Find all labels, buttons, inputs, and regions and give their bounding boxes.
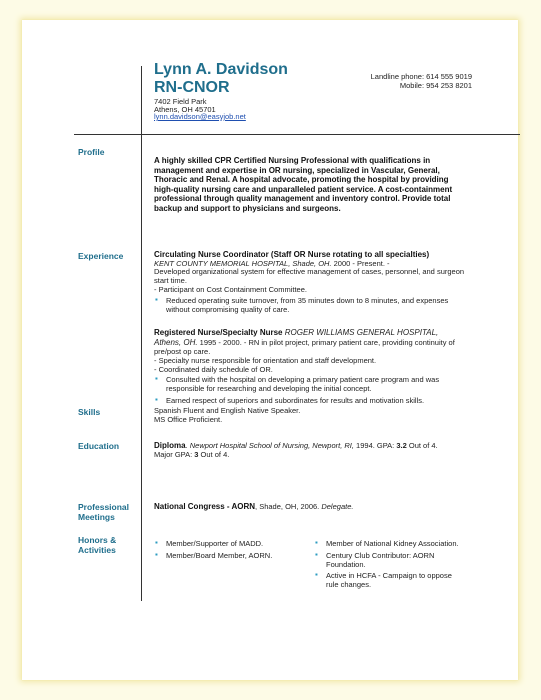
job-details: - Coordinated daily schedule of OR.	[154, 364, 273, 374]
meeting-role: Delegate.	[319, 502, 354, 511]
address-line-1: 7402 Field Park	[154, 97, 207, 106]
education-entry	[154, 441, 454, 460]
job-title: Circulating Nurse Coordinator (Staff OR Nurse rotating to all specialties)	[154, 250, 430, 259]
meeting-entry	[154, 502, 466, 512]
label-line: Honors &	[78, 535, 117, 545]
skills-list	[154, 407, 466, 425]
vertical-divider	[141, 66, 142, 601]
major-gpa-value: 3	[194, 449, 199, 459]
experience-entry-1	[154, 250, 466, 317]
school: . Newport Hospital School of Nursing, Newport, RI,	[185, 441, 354, 450]
gpa-text: Out of 4.	[198, 449, 230, 459]
label-line: Professional	[78, 502, 130, 512]
job-details: - Specialty nurse responsible for orientation and staff development.	[154, 355, 377, 365]
email-link[interactable]: lynn.davidson@easyjob.net	[154, 112, 246, 121]
candidate-credential: RN-CNOR	[154, 79, 230, 96]
gpa-text: Out of 4. Major GPA:	[154, 441, 438, 459]
honor-item: ▪ Member/Board Member, AORN.	[154, 552, 304, 561]
mobile-phone: Mobile: 954 253 8201	[399, 81, 472, 90]
job-details: - Participant on Cost Containment Committee.	[154, 284, 307, 294]
section-label-honors	[78, 535, 116, 555]
gpa-value: 3.2	[396, 441, 407, 450]
job-dates: 2000 - Present. -	[331, 258, 390, 268]
section-label-skills: Skills	[78, 407, 101, 417]
meeting-place: , Shade, OH, 2006.	[255, 502, 320, 511]
skill-item: Spanish Fluent and English Native Speaker.	[154, 406, 301, 415]
horizontal-divider	[74, 134, 520, 135]
candidate-name: Lynn A. Davidson	[154, 61, 288, 78]
honor-item: ▪ Active in HCFA - Campaign to oppose rule changes.	[314, 572, 464, 590]
employer: ROGER WILLIAMS GENERAL HOSPITAL, Athens, OH.	[154, 328, 439, 347]
landline-phone: Landline phone: 614 555 9019	[370, 72, 472, 81]
achievement-bullet: ▪ Reduced operating suite turnover, from 35 minutes down to 8 minutes, and expenses without compromising quality of care.	[154, 297, 466, 315]
profile-summary: A highly skilled CPR Certified Nursing Professional with qualifications in management and expertise in OR nursing, specialized in Vascular, General, Thoracic and Renal. A hospital advocate, promoting the hospital by providing high-quality nursing care and unparalleled patient service. A cost-containment professional through quality management and inventory control. Provide total backup and support to physicians and surgeons.	[154, 156, 453, 213]
job-title: Registered Nurse/Specialty Nurse	[154, 328, 283, 337]
resume-page	[22, 20, 518, 680]
section-label-experience: Experience	[78, 251, 124, 261]
skill-item: MS Office Proficient.	[154, 414, 223, 424]
meeting-name: National Congress - AORN	[154, 502, 256, 511]
section-label-education: Education	[78, 441, 120, 451]
section-label-profile: Profile	[78, 147, 105, 157]
job-dates: 1995 - 2000. - RN in pilot project, primary patient care, providing continuity of pre/post op care.	[154, 337, 455, 357]
achievement-bullet: ▪ Earned respect of superiors and subordinates for results and motivation skills.	[154, 397, 466, 406]
achievement-bullet: ▪ Consulted with the hospital on developing a primary patient care program and was responsible for researching and developing the initial concept.	[154, 376, 466, 394]
honors-list-right	[314, 538, 464, 593]
honor-item: ▪ Member/Supporter of MADD.	[154, 540, 304, 549]
label-line: Activities	[78, 545, 116, 555]
gpa-text: 1994. GPA:	[353, 441, 397, 450]
degree: Diploma	[154, 441, 186, 450]
address-line-2: Athens, OH 45701	[154, 105, 216, 114]
employer: KENT COUNTY MEMORIAL HOSPITAL, Shade, OH.	[154, 258, 332, 268]
job-details: Developed organizational system for effective management of cases, personnel, and surgeon start time.	[154, 267, 465, 286]
honor-item: ▪ Member of National Kidney Association.	[314, 540, 464, 549]
label-line: Meetings	[78, 512, 115, 522]
honor-item: ▪ Century Club Contributor: AORN Foundation.	[314, 552, 464, 570]
honors-list-left	[154, 538, 304, 564]
section-label-professional-meetings	[78, 502, 129, 522]
experience-entry-2	[154, 328, 466, 409]
